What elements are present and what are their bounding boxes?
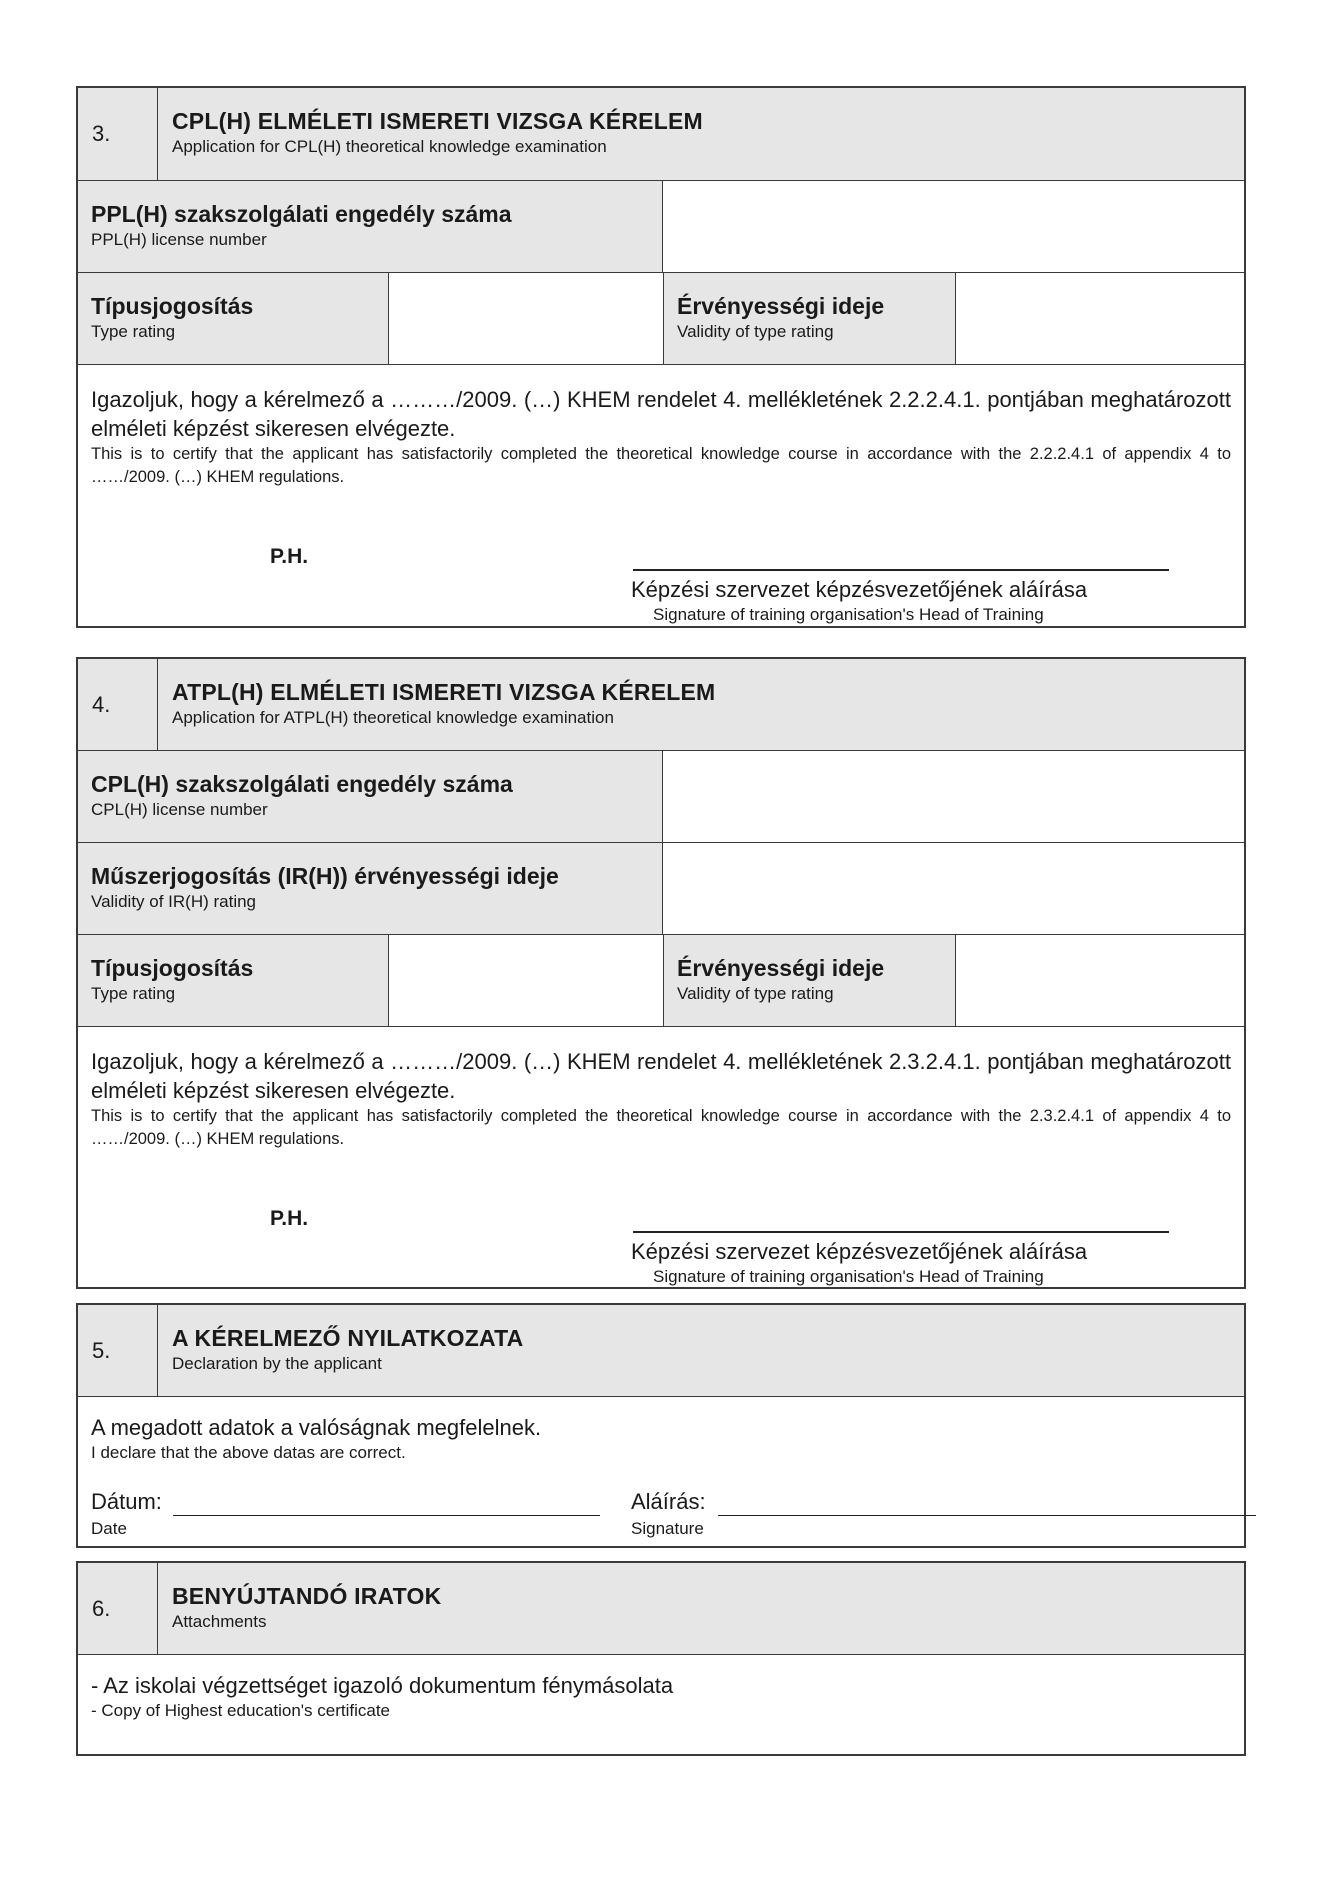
signature-label: Aláírás: <box>631 1489 706 1514</box>
section-number: 5. <box>78 1305 158 1396</box>
ir-validity-label: Műszerjogosítás (IR(H)) érvényességi ideje <box>91 863 559 889</box>
type-rating-label: Típusjogosítás <box>91 293 254 319</box>
validity-label: Érvényességi ideje <box>677 955 885 981</box>
validity-sublabel: Validity of type rating <box>677 984 834 1003</box>
stamp-placeholder: P.H. <box>270 1207 309 1230</box>
type-rating-field[interactable] <box>388 273 663 364</box>
signature-label-hu: Képzési szervezet képzésvezetőjének aláírása <box>631 577 1088 602</box>
section-subtitle: Application for ATPL(H) theoretical knowledge examination <box>172 708 614 727</box>
section-subtitle: Declaration by the applicant <box>172 1354 382 1373</box>
license-number-field[interactable] <box>664 181 1244 272</box>
section-4-header <box>78 659 1244 751</box>
ir-validity-sublabel: Validity of IR(H) rating <box>91 892 257 911</box>
section-6-header <box>78 1563 1244 1655</box>
ir-validity-label-cell <box>78 843 663 934</box>
ir-validity-field[interactable] <box>664 843 1244 934</box>
section-title: CPL(H) ELMÉLETI ISMERETI VIZSGA KÉRELEM <box>172 108 703 134</box>
license-sublabel: CPL(H) license number <box>91 800 268 819</box>
license-row <box>78 181 1244 273</box>
type-rating-row <box>78 273 1244 365</box>
license-label: PPL(H) szakszolgálati engedély száma <box>91 201 512 227</box>
validity-sublabel: Validity of type rating <box>677 322 834 341</box>
section-6 <box>76 1561 1246 1756</box>
type-rating-row <box>78 935 1244 1027</box>
section-title: A KÉRELMEZŐ NYILATKOZATA <box>172 1325 524 1351</box>
signature-sublabel: Signature <box>631 1519 704 1538</box>
certification-text-en: This is to certify that the applicant has satisfactorily completed the theoretical knowledge course in accordance with the 2.2.2.4.1 of appendix 4 to ……/2009. (…) KHEM regulations. <box>91 445 1231 486</box>
date-label: Dátum: <box>91 1489 162 1514</box>
validity-field[interactable] <box>955 935 1244 1026</box>
validity-field[interactable] <box>955 273 1244 364</box>
type-rating-sublabel: Type rating <box>91 322 176 341</box>
section-3-header <box>78 88 1244 181</box>
section-number: 6. <box>78 1563 158 1654</box>
section-number: 4. <box>78 659 158 750</box>
certification-block <box>78 365 1244 628</box>
signature-line[interactable] <box>718 1515 1256 1516</box>
signature-label-en: Signature of training organisation's Head of Training <box>653 605 1044 624</box>
attachments-block <box>78 1655 1244 1754</box>
signature-label-hu: Képzési szervezet képzésvezetőjének aláírása <box>631 1239 1088 1264</box>
section-subtitle: Attachments <box>172 1612 267 1631</box>
section-title: ATPL(H) ELMÉLETI ISMERETI VIZSGA KÉRELEM <box>172 679 716 705</box>
type-rating-label-cell <box>78 935 388 1026</box>
declaration-block <box>78 1397 1244 1546</box>
signature-line[interactable] <box>633 1231 1169 1233</box>
type-rating-label: Típusjogosítás <box>91 955 254 981</box>
section-3 <box>76 86 1246 628</box>
section-4 <box>76 657 1246 1289</box>
license-row <box>78 751 1244 843</box>
ir-validity-row <box>78 843 1244 935</box>
date-line[interactable] <box>173 1515 600 1516</box>
declaration-text-en: I declare that the above datas are correct. <box>91 1443 406 1462</box>
validity-label: Érvényességi ideje <box>677 293 885 319</box>
license-label-cell <box>78 181 663 272</box>
attachment-item-en: - Copy of Highest education's certificate <box>91 1701 391 1720</box>
certification-block <box>78 1027 1244 1287</box>
type-rating-label-cell <box>78 273 388 364</box>
section-number: 3. <box>78 88 158 180</box>
section-5 <box>76 1303 1246 1548</box>
signature-label-en: Signature of training organisation's Head of Training <box>653 1267 1044 1286</box>
license-sublabel: PPL(H) license number <box>91 230 267 249</box>
license-label: CPL(H) szakszolgálati engedély száma <box>91 771 513 797</box>
section-5-header <box>78 1305 1244 1397</box>
type-rating-field[interactable] <box>388 935 663 1026</box>
certification-text-en: This is to certify that the applicant has satisfactorily completed the theoretical knowledge course in accordance with the 2.3.2.4.1 of appendix 4 to ……/2009. (…) KHEM regulations. <box>91 1107 1231 1148</box>
attachment-item-hu: - Az iskolai végzettséget igazoló dokumentum fénymásolata <box>91 1673 674 1698</box>
signature-line[interactable] <box>633 569 1169 571</box>
validity-label-cell <box>663 935 955 1026</box>
certification-text-hu: Igazoljuk, hogy a kérelmező a ………/2009. (…) KHEM rendelet 4. mellékletének 2.2.2.4.1. pontjában meghatározott elméleti képzést sikeresen elvégezte. <box>91 387 1231 441</box>
license-number-field[interactable] <box>664 751 1244 842</box>
certification-text-hu: Igazoljuk, hogy a kérelmező a ………/2009. (…) KHEM rendelet 4. mellékletének 2.3.2.4.1. pontjában meghatározott elméleti képzést sikeresen elvégezte. <box>91 1049 1231 1103</box>
date-sublabel: Date <box>91 1519 127 1538</box>
section-title: BENYÚJTANDÓ IRATOK <box>172 1583 442 1609</box>
type-rating-sublabel: Type rating <box>91 984 176 1003</box>
validity-label-cell <box>663 273 955 364</box>
section-subtitle: Application for CPL(H) theoretical knowledge examination <box>172 137 607 156</box>
license-label-cell <box>78 751 663 842</box>
stamp-placeholder: P.H. <box>270 545 309 568</box>
declaration-text-hu: A megadott adatok a valóságnak megfelelnek. <box>91 1415 542 1440</box>
